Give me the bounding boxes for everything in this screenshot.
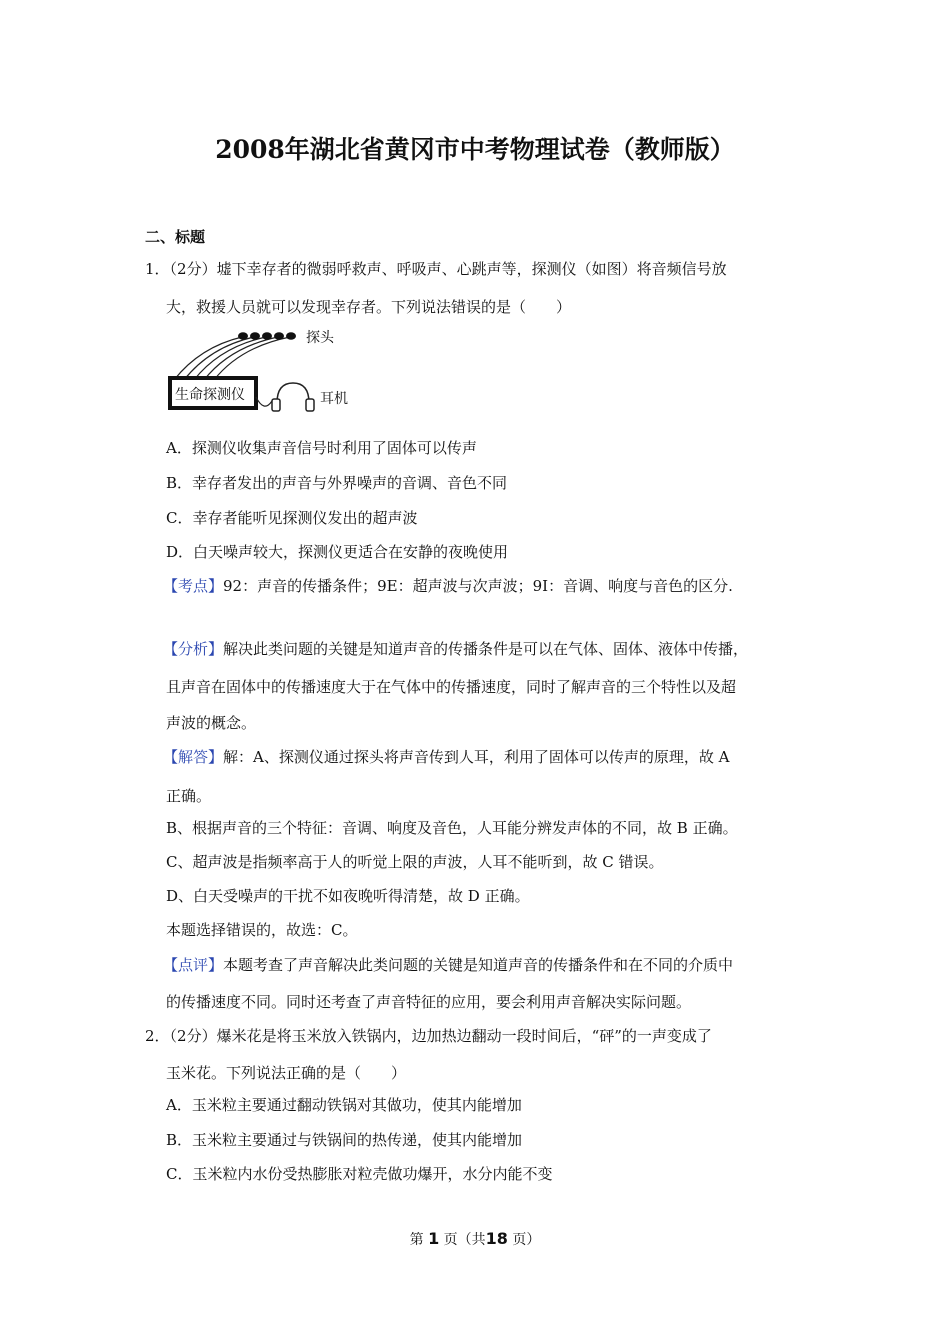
q2-stem-line1: 2．（2分）爆米花是将玉米放入铁锅内，边加热边翻动一段时间后，“砰”的一声变成了: [145, 1027, 712, 1045]
q1-jieda-d: D、白天受噪声的干扰不如夜晚听得清楚，故 D 正确。: [166, 887, 530, 905]
q1-option-b: B．幸存者发出的声音与外界噪声的音调、音色不同: [166, 474, 508, 492]
q1-option-c: C．幸存者能听见探测仪发出的超声波: [166, 509, 418, 527]
q1-jieda-c: C、超声波是指频率高于人的听觉上限的声波，人耳不能听到，故 C 错误。: [166, 853, 664, 871]
q1-option-d: D．白天噪声较大，探测仪更适合在安静的夜晚使用: [166, 543, 509, 561]
life-detector-figure: [160, 325, 360, 415]
q2-option-c: C．玉米粒内水份受热膨胀对粒壳做功爆开，水分内能不变: [166, 1165, 553, 1183]
q1-jieda-line1: [163, 747, 729, 767]
footer-middle: 页（共: [443, 1232, 486, 1248]
q2-option-a: A．玉米粒主要通过翻动铁锅对其做功，使其内能增加: [166, 1096, 522, 1114]
q1-dianping-line2: 的传播速度不同。同时还考查了声音特征的应用，要会利用声音解决实际问题。: [166, 993, 692, 1011]
footer-total-pages: 18: [485, 1229, 508, 1248]
q1-dianping-line1: [163, 955, 733, 975]
kaodian-tag: 【考点】: [163, 577, 224, 595]
q1-stem-line2: 大，救援人员就可以发现幸存者。下列说法错误的是（ ）: [166, 298, 572, 316]
page-title: 2008年湖北省黄冈市中考物理试卷（教师版）: [215, 135, 735, 164]
q1-jieda-answer: 本题选择错误的，故选：C。: [166, 921, 358, 939]
section-heading: 二、标题: [145, 228, 206, 246]
q2-stem-line2: 玉米花。下列说法正确的是（ ）: [166, 1064, 407, 1082]
probe-label: 探头: [306, 330, 334, 346]
fenxi-tag: 【分析】: [163, 640, 224, 658]
dianping-text: 本题考查了声音解决此类问题的关键是知道声音的传播条件和在不同的介质中: [223, 956, 734, 974]
q1-fenxi-line3: 声波的概念。: [166, 714, 257, 732]
dianping-tag: 【点评】: [163, 956, 224, 974]
q1-fenxi-line1: [163, 639, 748, 659]
q1-jieda-b: B、根据声音的三个特征：音调、响度及音色，人耳能分辨发声体的不同，故 B 正确。: [166, 819, 738, 837]
fenxi-text: 解决此类问题的关键是知道声音的传播条件是可以在气体、固体、液体中传播，: [223, 640, 749, 658]
earphone-label: 耳机: [320, 391, 348, 407]
probe-cables: [174, 337, 290, 380]
q1-stem-line1: 1．（2分）墟下幸存者的微弱呼救声、呼吸声、心跳声等，探测仪（如图）将音频信号放: [145, 260, 727, 278]
footer-suffix: 页）: [512, 1232, 541, 1248]
q1-fenxi-line2: 且声音在固体中的传播速度大于在气体中的传播速度，同时了解声音的三个特性以及超: [166, 678, 737, 696]
q2-option-b: B．玉米粒主要通过与铁锅间的热传递，使其内能增加: [166, 1131, 523, 1149]
kaodian-text: 92：声音的传播条件；9E：超声波与次声波；9I：音调、响度与音色的区分.: [223, 577, 733, 595]
earphone-icon: [272, 383, 314, 411]
footer-prefix: 第: [409, 1232, 424, 1248]
q1-kaodian: [163, 576, 733, 596]
footer-page-number: 1: [428, 1229, 440, 1248]
q1-option-a: A．探测仪收集声音信号时利用了固体可以传声: [166, 439, 477, 457]
earphone-cable: [256, 397, 272, 406]
detector-box-label: 生命探测仪: [175, 387, 245, 403]
jieda-tag: 【解答】: [163, 748, 224, 766]
jieda-text: 解：A、探测仪通过探头将声音传到人耳，利用了固体可以传声的原理，故 A: [223, 748, 730, 766]
page-footer: [0, 1229, 950, 1249]
q1-jieda-line2: 正确。: [166, 787, 212, 805]
